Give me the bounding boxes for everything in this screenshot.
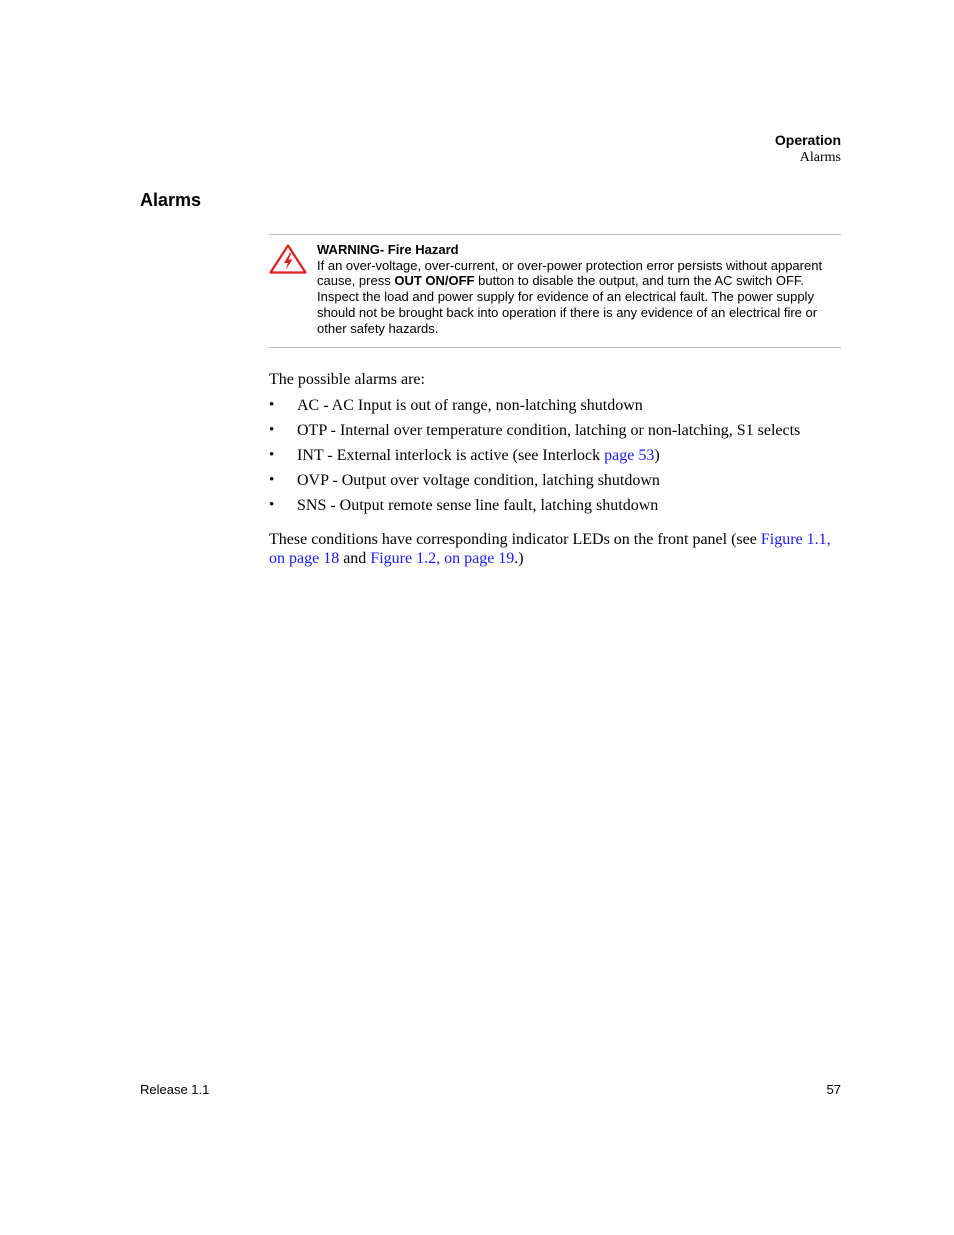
list-item: [269, 421, 869, 446]
list-item: [269, 496, 869, 521]
page-number: 57: [826, 1082, 841, 1097]
warning-body: [317, 258, 841, 337]
bullet-icon: •: [269, 397, 275, 413]
warning-box: [269, 234, 841, 348]
closing-paragraph: [269, 530, 849, 568]
list-item: [269, 471, 869, 496]
section-subtitle: Alarms: [799, 150, 841, 165]
alarm-text: OTP - Internal over temperature condition, latching or non-latching, S1 selects: [297, 422, 801, 439]
bullet-icon: •: [269, 497, 275, 513]
alarms-intro: The possible alarms are:: [269, 371, 425, 388]
figure-1-2-link[interactable]: Figure 1.2, on page 19: [370, 550, 515, 567]
alarm-text: AC - AC Input is out of range, non-latching shutdown: [297, 397, 643, 414]
list-item: [269, 446, 869, 471]
bullet-icon: •: [269, 422, 275, 438]
bullet-icon: •: [269, 472, 275, 488]
warning-text: [317, 242, 841, 336]
bullet-icon: •: [269, 447, 275, 463]
closing-text-and: and: [339, 550, 371, 567]
release-label: Release 1.1: [140, 1082, 210, 1097]
alarm-text: INT - External interlock is active (see Interlock: [297, 447, 605, 464]
closing-text-end: .): [514, 550, 524, 567]
out-onoff-button-label: OUT ON/OFF: [394, 273, 475, 289]
alarm-text-suffix: ): [654, 447, 660, 464]
alarm-text: OVP - Output over voltage condition, latching shutdown: [297, 472, 660, 489]
list-item: [269, 396, 869, 421]
alarm-text: SNS - Output remote sense line fault, latching shutdown: [297, 497, 659, 514]
running-header: [775, 131, 841, 167]
warning-body-text: If an over-voltage, over-current, or over-power protection error persists without apparent cause, press: [317, 257, 823, 289]
alarm-list: [269, 396, 869, 521]
figure-1-1-link[interactable]: Figure 1.1, on page 18: [269, 531, 831, 567]
fire-hazard-warning-icon: [269, 244, 307, 274]
section-heading: Alarms: [140, 190, 202, 210]
warning-title: WARNING- Fire Hazard: [317, 242, 459, 257]
chapter-title: Operation: [774, 132, 841, 148]
closing-text: These conditions have corresponding indicator LEDs on the front panel (see: [269, 531, 761, 548]
page-53-link[interactable]: page 53: [604, 447, 655, 464]
warning-body-text-cont: button to disable the output, and turn the AC switch OFF. Inspect the load and power supply for evidence of an electrical fault. The power supply should not be brought back into operation if there is any evidence of an electrical fire or other safety hazards.: [317, 273, 818, 336]
